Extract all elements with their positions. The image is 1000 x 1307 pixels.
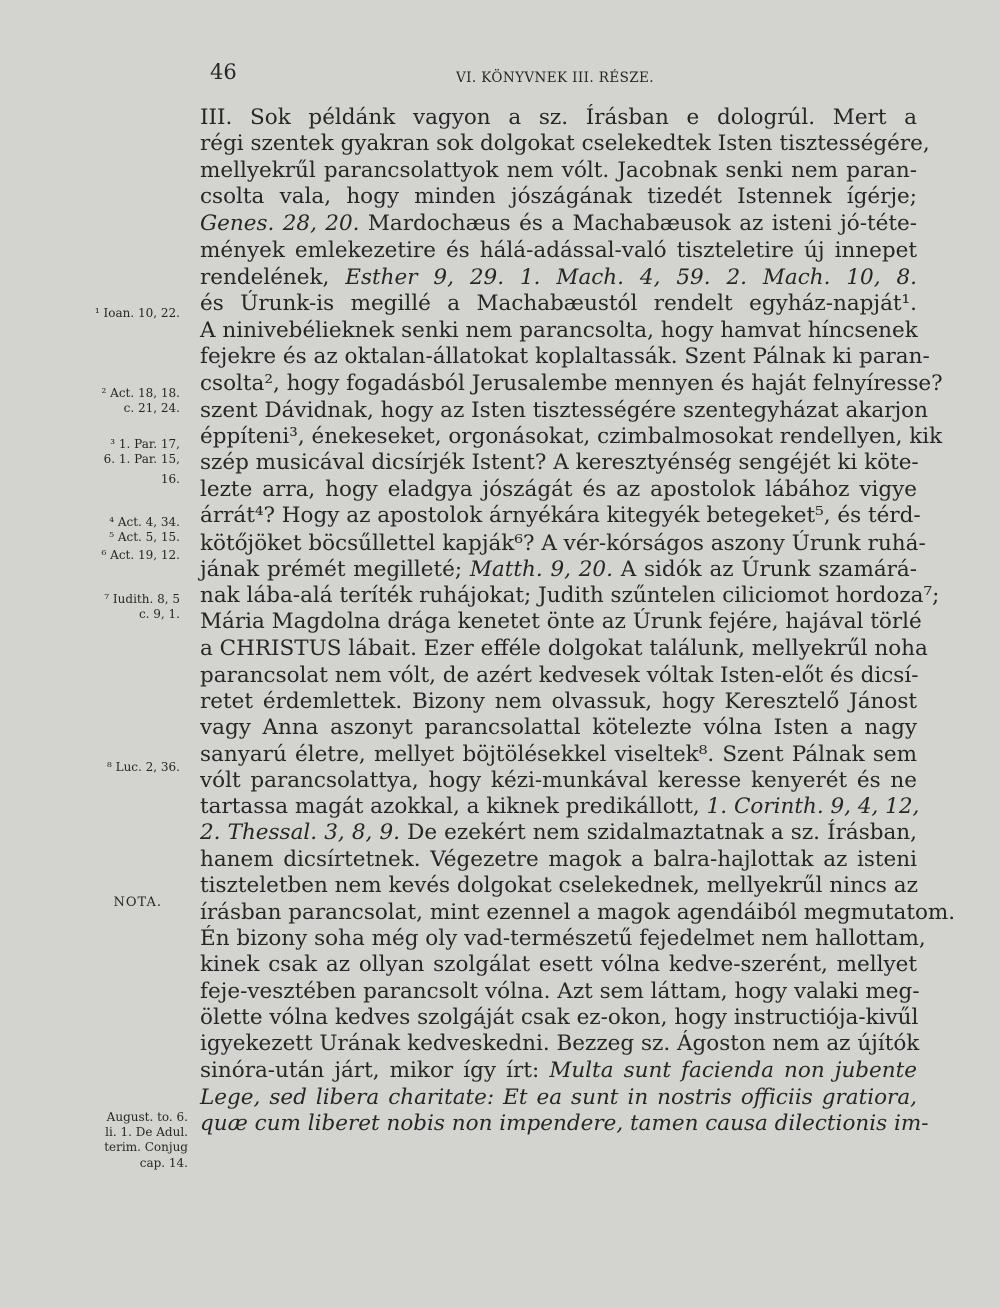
text-line: hanem dicsírtetnek. Végezetre magok a balra-hajlottak az isteni	[200, 847, 917, 872]
running-title: VI. KÖNYVNEK III. RÉSZE.	[456, 70, 654, 86]
margin-reference: li. 1. De Adul.	[105, 1125, 188, 1139]
text-line: sanyarú életre, mellyet böjtölésekkel viseltek⁸. Szent Pálnak sem	[200, 742, 917, 767]
text-line: régi szentek gyakran sok dolgokat cselekedtek Isten tisztességére,	[200, 131, 930, 156]
text-line: lezte arra, hogy eladgya jószágát és az apostolok lábához vigye	[200, 477, 917, 502]
margin-reference: ³ 1. Par. 17,	[110, 437, 180, 451]
margin-reference: ¹ Ioan. 10, 22.	[94, 306, 180, 320]
text-line: tiszteletben nem kevés dolgokat cselekednek, mellyekrűl nincs az	[200, 873, 918, 898]
text-line: Én bizony soha még oly vad-természetű fejedelmet nem hallottam,	[200, 926, 926, 951]
text-line: vólt parancsolattya, hogy kézi-munkával keresse kenyerét és ne	[200, 768, 917, 793]
text-line: sinóra-után járt, mikor így írt: Multa sunt facienda non jubente	[200, 1058, 917, 1083]
text-line: ölette vólna kedves szolgáját csak ez-okon, hogy instructiója-kivűl	[200, 1005, 919, 1030]
margin-reference: ⁶ Act. 19, 12.	[101, 548, 180, 562]
margin-reference: ⁷ Iudith. 8, 5	[104, 592, 180, 606]
text-line: vagy Anna aszonyt parancsolattal kötelezte vólna Isten a nagy	[200, 715, 917, 740]
text-line: parancsolat nem vólt, de azért kedvesek vóltak Isten-előt és dicsí-	[200, 663, 919, 688]
text-line: szent Dávidnak, hogy az Isten tisztességére szentegyházat akarjon	[200, 398, 928, 423]
text-line: csolta vala, hogy minden jószágának tizedét Istennek ígérje;	[200, 184, 917, 209]
text-line: III. Sok példánk vagyon a sz. Írásban e dologrúl. Mert a	[200, 105, 917, 130]
page-number: 46	[210, 60, 237, 84]
text-line: 2. Thessal. 3, 8, 9. De ezekért nem szidalmaztatnak a sz. Írásban,	[200, 820, 917, 845]
text-line: Mária Magdolna drága kenetet önte az Úrunk fejére, hajával törlé	[200, 609, 922, 634]
text-line: nak lába-alá teríték ruhájokat; Judith szűntelen ciliciomot hordoza⁷;	[200, 583, 940, 608]
margin-reference: terim. Conjug	[104, 1140, 188, 1154]
margin-reference: ² Act. 18, 18.	[101, 386, 180, 400]
text-line: A ninivebélieknek senki nem parancsolta, hogy hamvat híncsenek	[200, 318, 918, 343]
text-line: retet érdemlettek. Bizony nem olvassuk, hogy Keresztelő Jánost	[200, 689, 917, 714]
text-line: árrát⁴? Hogy az apostolok árnyékára kitegyék betegeket⁵, és térd-	[200, 503, 921, 528]
text-line: és Úrunk-is megillé a Machabæustól rendelt egyház-napját¹.	[200, 291, 917, 316]
margin-reference: c. 21, 24.	[123, 401, 180, 415]
margin-reference: ⁵ Act. 5, 15.	[109, 530, 180, 544]
text-line: Lege, sed libera charitate: Et ea sunt in nostris officiis gratiora,	[200, 1085, 917, 1110]
text-line: kötőjöket böcsűllettel kapják⁶? A vér-kórságos aszony Úrunk ruhá-	[200, 531, 926, 556]
margin-reference: ⁴ Act. 4, 34.	[109, 515, 180, 529]
text-line: kinek csak az ollyan szolgálat esett vólna kedve-szerént, mellyet	[200, 952, 917, 977]
text-line: feje-vesztében parancsolt vólna. Azt sem láttam, hogy valaki meg-	[200, 979, 920, 1004]
text-line: tartassa magát azokkal, a kiknek predikállott, 1. Corinth. 9, 4, 12,	[200, 794, 920, 819]
text-line: igyekezett Urának kedveskedni. Bezzeg sz. Ágoston nem az újítók	[200, 1031, 920, 1056]
margin-reference: cap. 14.	[139, 1156, 188, 1170]
text-line: a CHRISTUS lábait. Ezer efféle dolgokat találunk, mellyekrűl noha	[200, 636, 928, 661]
text-line: mellyekrűl parancsolattyok nem vólt. Jacobnak senki nem paran-	[200, 158, 917, 183]
text-line: szép musicával dicsírjék Istent? A keresztyénség sengéjét ki köte-	[200, 450, 919, 475]
margin-nota: NOTA.	[113, 895, 162, 910]
text-line: quæ cum liberet nobis non impendere, tamen causa dilectionis im-	[200, 1111, 929, 1136]
text-line: jának prémét megilleté; Matth. 9, 20. A sidók az Úrunk szamárá-	[200, 557, 918, 582]
margin-reference: 16.	[160, 472, 180, 486]
margin-reference: ⁸ Luc. 2, 36.	[106, 760, 180, 774]
margin-reference: 6. 1. Par. 15,	[103, 452, 180, 466]
text-line: csolta², hogy fogadásból Jerusalembe mennyen és haját felnyíresse?	[200, 371, 943, 396]
margin-reference: August. to. 6.	[106, 1110, 188, 1124]
margin-reference: c. 9, 1.	[138, 607, 180, 621]
text-line: fejekre és az oktalan-állatokat koplaltassák. Szent Pálnak ki paran-	[200, 344, 930, 369]
text-line: mények emlekezetire és hálá-adással-való tiszteletire új innepet	[200, 238, 917, 263]
text-line: rendelének, Esther 9, 29. 1. Mach. 4, 59. 2. Mach. 10, 8.	[200, 265, 918, 290]
text-line: Genes. 28, 20. Mardochæus és a Machabæusok az isteni jó-téte-	[200, 211, 917, 236]
text-line: éppíteni³, énekeseket, orgonásokat, czimbalmosokat rendellyen, kik	[200, 424, 943, 449]
text-line: írásban parancsolat, mint ezennel a magok agendáiból megmutatom.	[200, 900, 956, 925]
